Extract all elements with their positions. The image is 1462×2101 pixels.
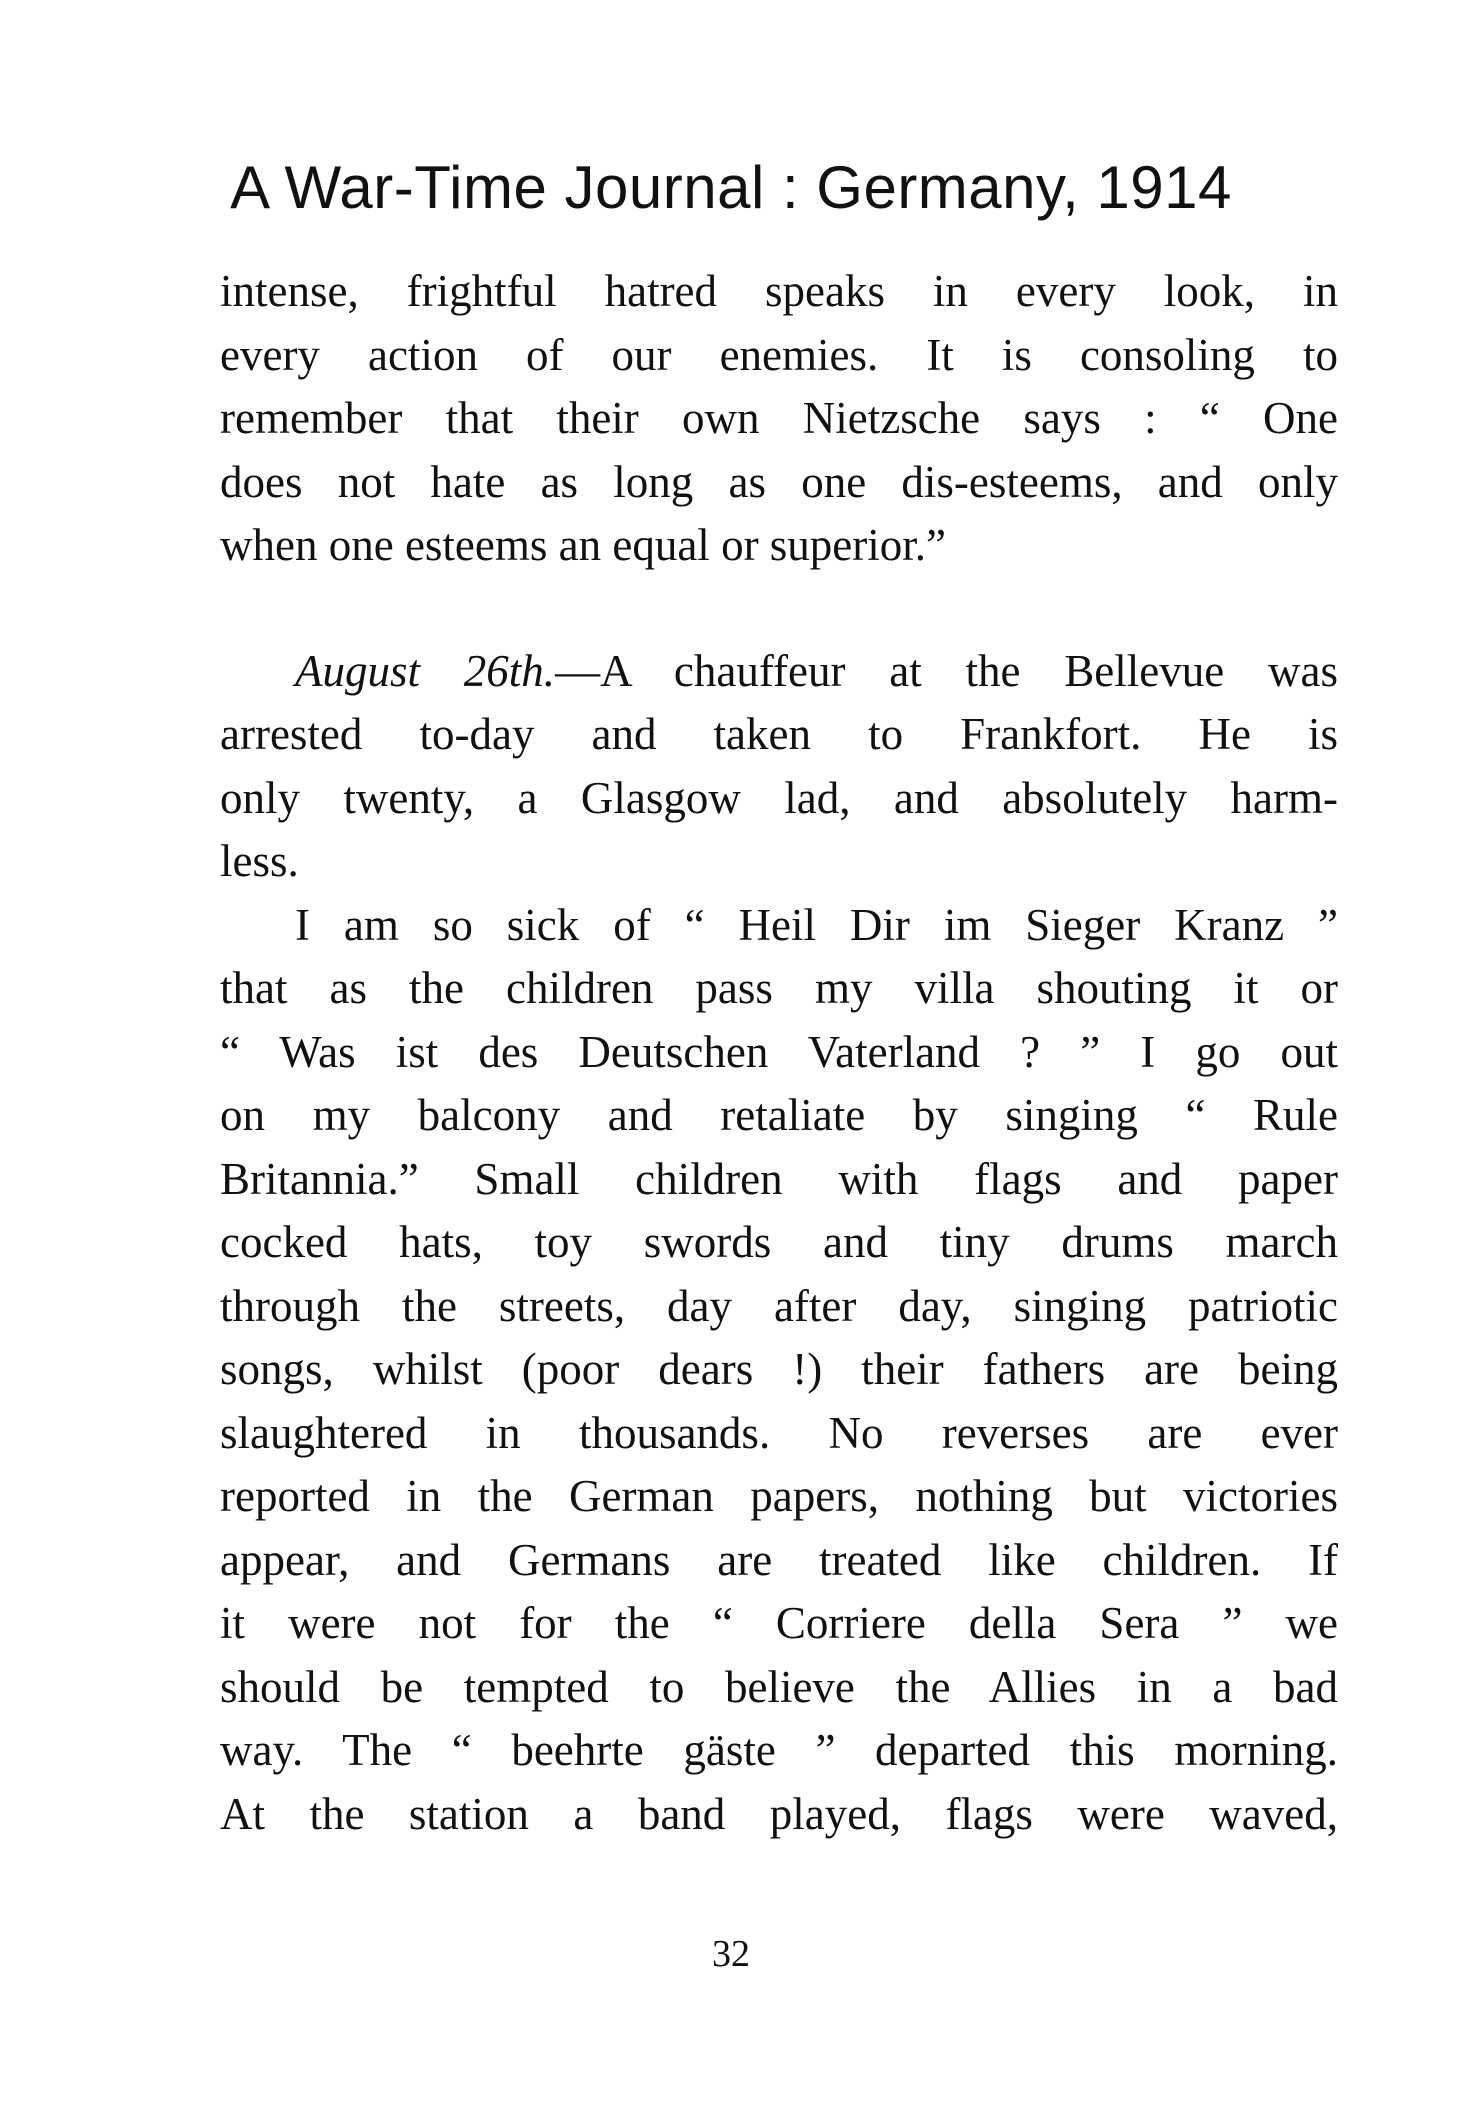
text-line: I am so sick of “ Heil Dir im Sieger Kranz ” <box>295 899 1338 950</box>
text-line: slaughtered in thousands. No reverses are ever <box>220 1407 1338 1458</box>
paragraph-1 <box>220 260 1338 578</box>
text-line: less. <box>220 836 299 886</box>
text-line <box>220 640 1338 704</box>
paragraph-spacer <box>220 578 1338 640</box>
text-line: way. The “ beehrte gäste ” departed this morning. <box>220 1725 1338 1775</box>
text-line: Britannia.” Small children with flags and paper <box>220 1153 1338 1204</box>
text-line: “ Was ist des Deutschen Vaterland ? ” I go out <box>220 1026 1338 1077</box>
text-line: through the streets, day after day, singing patriotic <box>220 1280 1338 1331</box>
text-line: does not hate as long as one dis-esteems, and only <box>220 456 1338 507</box>
text-line: when one esteems an equal or superior.” <box>220 520 946 570</box>
text-line: on my balcony and retaliate by singing “ Rule <box>220 1090 1338 1140</box>
paragraph-3 <box>220 894 1338 1847</box>
entry-dateline: August 26th. <box>295 645 556 696</box>
paragraph-2 <box>220 640 1338 894</box>
text-line: At the station a band played, flags were waved, <box>220 1788 1338 1839</box>
text-line: cocked hats, toy swords and tiny drums march <box>220 1217 1338 1267</box>
text-line: arrested to-day and taken to Frankfort. He is <box>220 709 1338 759</box>
text-line: remember that their own Nietzsche says : “ One <box>220 393 1338 443</box>
text-line: every action of our enemies. It is consoling to <box>220 329 1338 380</box>
body-text <box>220 260 1338 1846</box>
text-line: appear, and Germans are treated like children. If <box>220 1534 1338 1585</box>
text-line: it were not for the “ Corriere della Sera ” we <box>220 1598 1338 1648</box>
text-line: reported in the German papers, nothing but victories <box>220 1471 1338 1521</box>
text-run: —A chauffeur at the Bellevue was <box>555 645 1338 696</box>
running-head-title: A War-Time Journal : Germany, 1914 <box>230 154 1232 221</box>
page-number: 32 <box>712 1933 750 1975</box>
text-line: that as the children pass my villa shouting it or <box>220 963 1338 1013</box>
text-line: should be tempted to believe the Allies in a bad <box>220 1661 1338 1712</box>
text-line: intense, frightful hatred speaks in every look, in <box>220 266 1338 316</box>
text-line: only twenty, a Glasgow lad, and absolutely harm- <box>220 772 1338 823</box>
text-line: songs, whilst (poor dears !) their fathers are being <box>220 1344 1338 1394</box>
